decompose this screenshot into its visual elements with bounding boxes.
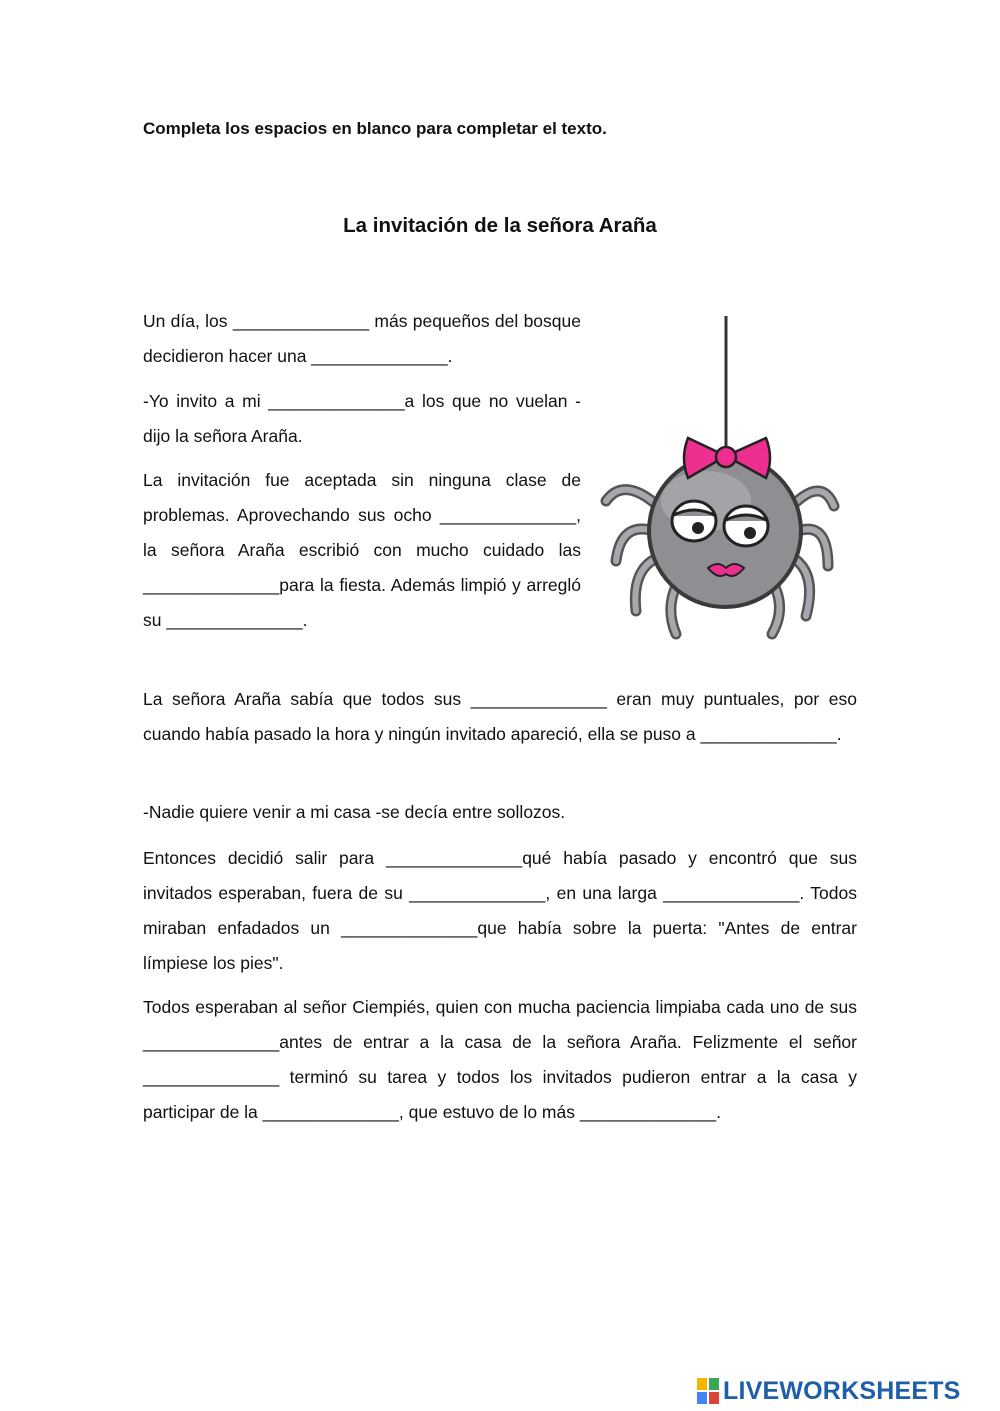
paragraph-4: La señora Araña sabía que todos sus ______________ eran muy puntuales, por eso cuando había pasado la hora y ningún invitado apareció, ella se puso a ______________. (143, 689, 857, 744)
liveworksheets-logo[interactable] (697, 1374, 961, 1408)
paragraph-7: Todos esperaban al señor Ciempiés, quien con mucha paciencia limpiaba cada uno de sus ______________antes de entrar a la casa de la señora Araña. Felizmente el señor ______________ terminó su tarea y todos los invitados pudieron entrar a la casa y participar de la ______________, que estuvo de lo más ______________. (143, 997, 857, 1122)
spider-icon (596, 316, 840, 646)
logo-badge-icon (697, 1378, 719, 1404)
instruction-text: Completa los espacios en blanco para completar el texto. (143, 119, 607, 138)
spider-illustration (596, 316, 840, 646)
logo-text: LIVEWORKSHEETS (723, 1376, 961, 1405)
paragraph-6: Entonces decidió salir para ______________qué había pasado y encontró que sus invitados esperaban, fuera de su ______________, en una larga ______________. Todos miraban enfadados un ______________que había sobre la puerta: "Antes de entrar límpiese los pies". (143, 848, 857, 973)
paragraph-1: Un día, los ______________ más pequeños del bosque decidieron hacer una ______________. (143, 311, 581, 366)
paragraph-3: La invitación fue aceptada sin ninguna clase de problemas. Aprovechando sus ocho ______________, la señora Araña escribió con mucho cuidado las ______________para la fiesta. Además limpió y arregló su ______________. (143, 470, 581, 630)
paragraph-5: -Nadie quiere venir a mi casa -se decía entre sollozos. (143, 802, 566, 822)
paragraph-2: -Yo invito a mi ______________a los que no vuelan -dijo la señora Araña. (143, 391, 581, 446)
page-title: La invitación de la señora Araña (343, 214, 657, 237)
